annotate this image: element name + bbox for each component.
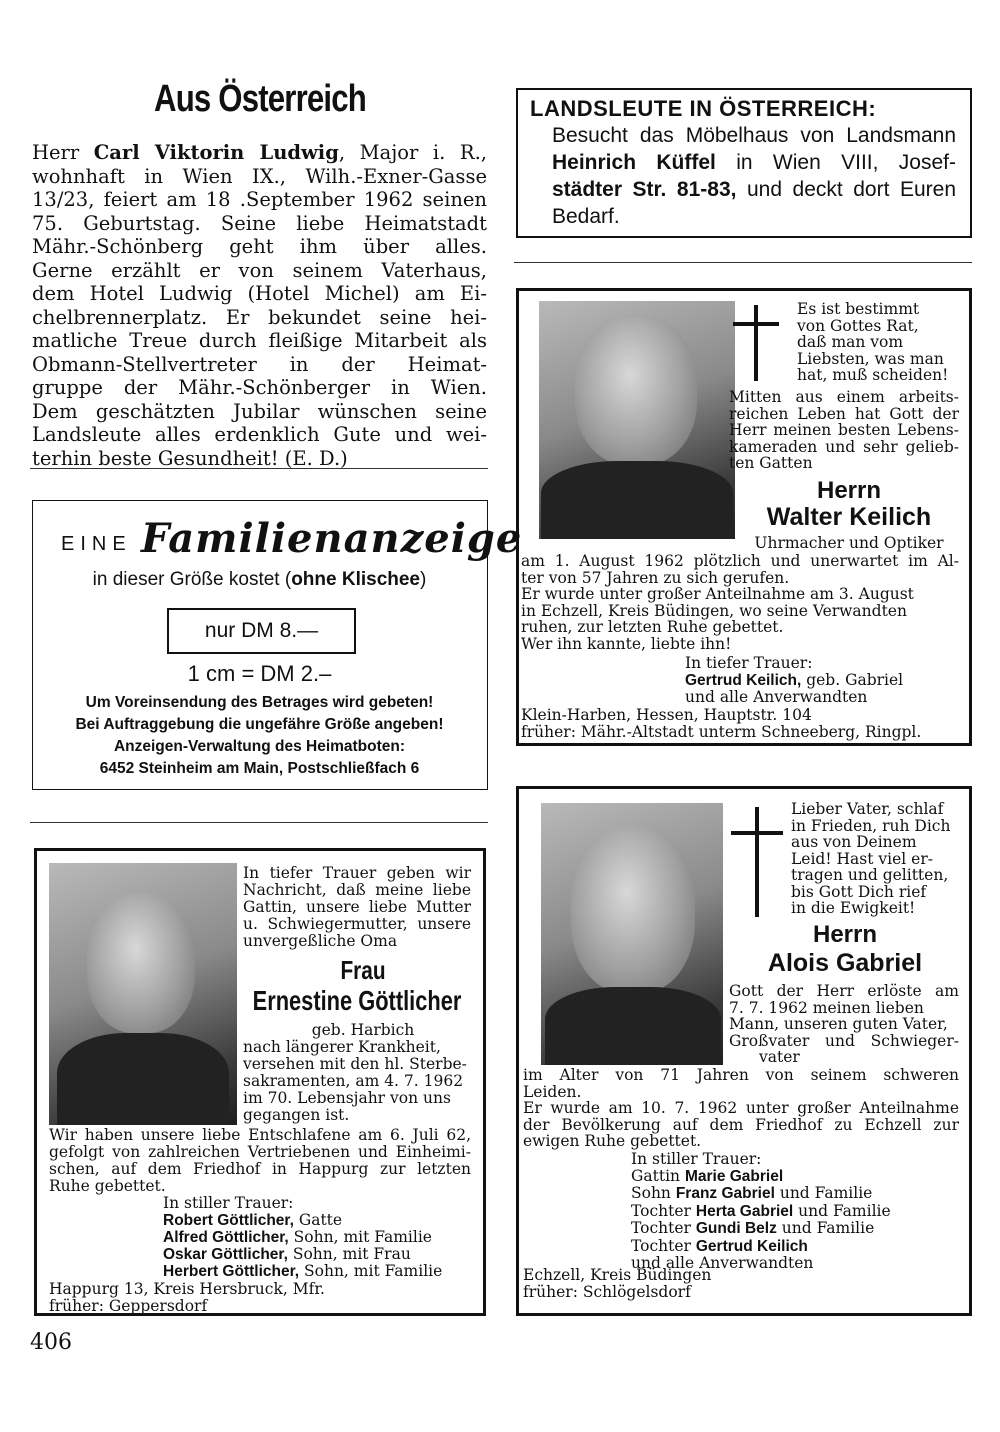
text-line: ter von 57 Jahren zu sich gerufen.: [521, 568, 790, 587]
text-line: Bedarf.: [552, 205, 620, 228]
text-line: ruhen, zur letzten Ruhe gebettet.: [521, 618, 784, 636]
article-line: 13/23, feiert am 18 .September 1962 seinen: [32, 188, 487, 211]
text-line: im 70. Lebensjahr von uns: [243, 1089, 451, 1107]
text-line: hat, muß scheiden!: [797, 366, 949, 384]
ad-text: [552, 122, 956, 230]
portrait-photo: [49, 863, 237, 1125]
article-line: Mähr.-Schönberg geht ihm über alles.: [32, 235, 487, 258]
mourner-line: Alfred Göttlicher, Sohn, mit Familie: [163, 1228, 432, 1246]
obit-verse: [791, 801, 969, 917]
ad-eine: EINE: [61, 533, 132, 555]
obit-intro: [729, 983, 959, 1066]
obit-mourners: [685, 655, 965, 706]
divider: [514, 262, 972, 263]
mourner-line: Robert Göttlicher, Gatte: [163, 1211, 343, 1229]
text-line: versehen mit den hl. Sterbe-: [243, 1055, 467, 1073]
obituary-goettlicher: [34, 848, 486, 1316]
mourner-line: Gattin Marie Gabriel: [631, 1166, 784, 1185]
obit-verse: [797, 301, 969, 384]
ad-note: Anzeigen-Verwaltung des Heimatboten:: [113, 738, 406, 755]
obit-body: [521, 553, 959, 652]
obit-address: [523, 1267, 959, 1300]
text-line: Heinrich Küffel in Wien VIII, Josef-: [552, 151, 956, 174]
article-title: Aus Österreich: [154, 78, 366, 120]
obit-name: Alois Gabriel: [767, 949, 923, 977]
ad-note: Um Voreinsendung des Betrages wird gebeten!: [85, 694, 434, 711]
text-line: und alle Anverwandten: [631, 1254, 814, 1272]
obit-address: [521, 707, 961, 740]
article-line: wohnhaft in Wien IX., Wilh.-Exner-Gasse: [32, 164, 487, 188]
ad-heading: LANDSLEUTE IN ÖSTERREICH:: [530, 96, 877, 121]
text-line: tragen und gelitten,: [791, 866, 949, 884]
ad-price-box: nur DM 8.—: [167, 608, 356, 654]
obit-body: [523, 1067, 959, 1150]
text-line: Großvater und Schwieger-: [729, 1031, 959, 1050]
text-line: von Gottes Rat,: [797, 316, 919, 335]
text-line: gegangen ist.: [243, 1106, 350, 1124]
text-line: Er wurde am 10. 7. 1962 unter großer Anteilnahme: [523, 1099, 959, 1117]
text-line: In stiller Trauer:: [631, 1150, 762, 1168]
text-line: vater: [759, 1048, 800, 1066]
article-body: [32, 141, 487, 470]
text-line: Happurg 13, Kreis Hersbruck, Mfr.: [49, 1280, 325, 1298]
text-line: Klein-Harben, Hessen, Hauptstr. 104: [521, 706, 812, 724]
text-line: früher: Mähr.-Altstadt unterm Schneeberg, Ringpl.: [521, 722, 922, 741]
page-number: 406: [30, 1330, 72, 1355]
article-line: dem Hotel Ludwig (Hotel Michel) am Ei-: [32, 282, 487, 305]
text-line: In stiller Trauer:: [163, 1194, 294, 1212]
portrait-photo: [539, 301, 735, 539]
ad-note: Bei Auftraggebung die ungefähre Größe angeben!: [75, 716, 444, 733]
text-line: daß man vom: [797, 333, 904, 351]
mourner-line: Herbert Göttlicher, Sohn, mit Familie: [163, 1262, 443, 1280]
text-line: unvergeßliche Oma: [243, 932, 398, 950]
text-line: 7. 7. 1962 meinen lieben: [729, 998, 924, 1017]
text-line: im Alter von 71 Jahren von seinem schweren: [523, 1066, 959, 1084]
text-line: Wir haben unsere liebe Entschlafene am 6. Juli 62,: [49, 1126, 471, 1144]
text-line: und alle Anverwandten: [685, 688, 868, 706]
text-line: Es ist bestimmt: [797, 300, 920, 318]
text-line: früher: Geppersdorf: [49, 1297, 208, 1315]
text-line: Liebsten, was man: [797, 349, 944, 368]
ad-note: 6452 Steinheim am Main, Postschließfach 6: [99, 760, 420, 777]
article-line: Herr Carl Viktorin Ludwig, Major i. R.,: [32, 141, 487, 164]
article-line: matliche Treue durch fleißige Mitarbeit als: [32, 329, 487, 352]
text-line: schen, auf dem Friedhof in Happurg zur letzten: [49, 1160, 471, 1178]
ad-subtitle: in dieser Größe kostet (ohne Klischee): [92, 569, 427, 590]
mourner-line: Tochter Gundi Belz und Familie: [631, 1219, 875, 1237]
mourner-line: Tochter Gertrud Keilich: [631, 1236, 808, 1255]
divider: [30, 468, 488, 469]
text-line: ten Gatten: [729, 454, 813, 472]
mourner-line: Tochter Herta Gabriel und Familie: [631, 1201, 891, 1220]
ad-familienanzeige-title: Familienanzeige: [141, 515, 523, 562]
article-line: chelbrennerplatz. Er bekundet seine hei-: [32, 305, 487, 329]
text-line: Wer ihn kannte, liebte ihn!: [521, 634, 732, 653]
text-line: Ruhe gebettet.: [49, 1177, 166, 1195]
text-line: Mann, unseren guten Vater,: [729, 1015, 948, 1033]
text-line: In tiefer Trauer geben wir: [243, 864, 471, 882]
text-line: der Bevölkerung auf dem Friedhof zu Echzell zur: [523, 1115, 959, 1134]
text-line: Besucht das Möbelhaus von Landsmann: [552, 124, 956, 147]
article-line: Gerne erzählt er von seinem Vaterhaus,: [32, 258, 487, 282]
mourner-line: Oskar Göttlicher, Sohn, mit Frau: [163, 1245, 411, 1263]
obituary-keilich: [516, 288, 972, 746]
obit-name: Ernestine Göttlicher: [252, 985, 462, 1016]
ad-notes: [33, 692, 486, 780]
obit-herrn: Herrn: [816, 477, 882, 504]
article-line: Obmann-Stellvertreter in der Heimat-: [32, 352, 487, 376]
article-line: 75. Geburtstag. Seine liebe Heimatstadt: [32, 211, 487, 235]
obit-frau: Frau: [340, 955, 386, 985]
cross-icon: [733, 305, 779, 381]
text-line: Gott der Herr erlöste am: [729, 982, 959, 1000]
text-line: in Echzell, Kreis Büdingen, wo seine Verwandten: [521, 601, 907, 620]
text-line: Echzell, Kreis Büdingen: [523, 1266, 712, 1284]
obit-body: [49, 1127, 471, 1195]
obit-address: [49, 1281, 471, 1315]
obit-mourners: [163, 1195, 483, 1280]
text-line: früher: Schlögelsdorf: [523, 1282, 691, 1301]
obit-mid: [243, 1039, 471, 1124]
obituary-gabriel: [516, 786, 972, 1316]
text-line: bis Gott Dich rief: [791, 882, 927, 901]
text-line: Leid! Hast viel er-: [791, 849, 933, 868]
portrait-photo: [541, 803, 723, 1065]
text-line: kameraden und sehr gelieb-: [729, 437, 959, 456]
text-line: reichen Leben hat Gott der: [729, 404, 959, 423]
text-line: Mitten aus einem arbeits-: [729, 388, 959, 406]
article-line: gruppe der Mähr.-Schönberger in Wien.: [32, 376, 487, 399]
article-line: terhin beste Gesundheit! (E. D.): [32, 446, 348, 470]
text-line: Gattin, unsere liebe Mutter: [243, 898, 471, 916]
familienanzeige-ad: [32, 500, 523, 790]
article-line: Landsleute alles erdenklich Gute und wei-: [32, 423, 487, 446]
obit-herrn: Herrn: [812, 921, 878, 948]
article-line: Dem geschätzten Jubilar wünschen seine: [32, 399, 487, 423]
obit-born: geb. Harbich: [311, 1021, 415, 1039]
text-line: aus von Deinem: [791, 833, 917, 851]
text-line: in Frieden, ruh Dich: [791, 816, 951, 835]
obit-intro: [729, 389, 959, 472]
text-line: ewigen Ruhe gebettet.: [523, 1132, 702, 1150]
cross-icon: [731, 807, 783, 917]
text-line: sakramenten, am 4. 7. 1962: [243, 1072, 464, 1090]
text-line: Leiden.: [523, 1082, 582, 1101]
text-line: Nachricht, daß meine liebe: [243, 881, 471, 899]
landsleute-ad: [516, 88, 972, 238]
mourner-line: Sohn Franz Gabriel und Familie: [631, 1184, 873, 1202]
text-line: städter Str. 81-83, und deckt dort Euren: [552, 178, 957, 201]
text-line: Lieber Vater, schlaf: [791, 800, 944, 818]
obit-name: Walter Keilich: [766, 503, 932, 531]
obit-mourners: [631, 1151, 961, 1272]
obit-intro: [243, 865, 471, 950]
text-line: u. Schwiegermutter, unsere: [243, 915, 471, 933]
mourner-line: Gertrud Keilich, geb. Gabriel: [685, 670, 904, 689]
ad-per-cm: 1 cm = DM 2.–: [187, 661, 332, 686]
text-line: Herr meinen besten Lebens-: [729, 421, 959, 439]
text-line: gefolgt von zahlreichen Vertriebenen und Einheimi-: [49, 1143, 471, 1161]
obit-occupation: Uhrmacher und Optiker: [754, 534, 944, 552]
text-line: Er wurde unter großer Anteilnahme am 3. August: [521, 585, 914, 603]
text-line: In tiefer Trauer:: [685, 654, 813, 672]
text-line: am 1. August 1962 plötzlich und unerwartet im Al-: [521, 552, 959, 570]
divider: [30, 822, 488, 823]
text-line: in die Ewigkeit!: [791, 899, 916, 917]
text-line: nach längerer Krankheit,: [243, 1038, 441, 1056]
